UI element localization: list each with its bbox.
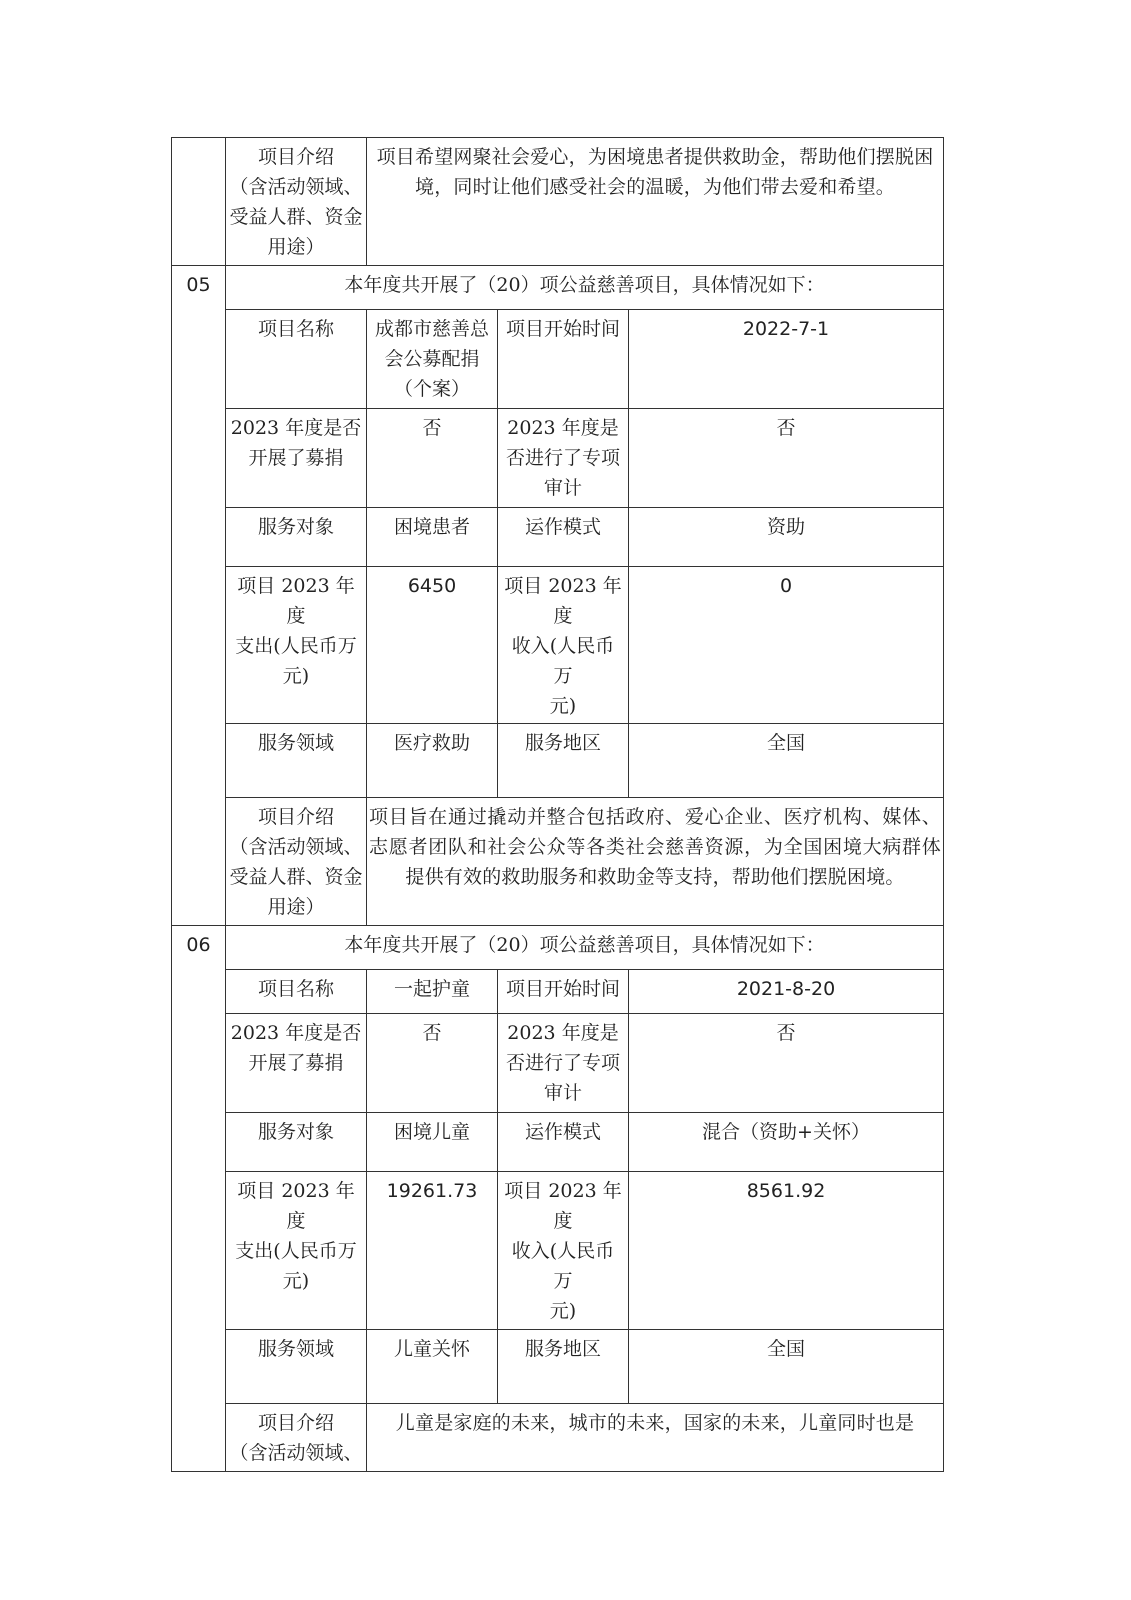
start-value: 2021-8-20 xyxy=(629,970,944,1014)
summary-text: 本年度共开展了（20）项公益慈善项目，具体情况如下： xyxy=(226,926,944,970)
raised-label: 2023 年度是否开展了募捐 xyxy=(226,1014,367,1113)
intro-text: 项目希望网聚社会爱心，为困境患者提供救助金，帮助他们摆脱困境，同时让他们感受社会的温暖，为他们带去爱和希望。 xyxy=(367,138,944,266)
field-value: 医疗救助 xyxy=(367,724,498,798)
start-value: 2022-7-1 xyxy=(629,310,944,409)
table-row xyxy=(172,310,944,409)
table-row xyxy=(172,1113,944,1172)
table-row xyxy=(172,970,944,1014)
income-label: 项目 2023 年度 收入(人民币 万 元) xyxy=(498,567,629,724)
summary-text: 本年度共开展了（20）项公益慈善项目，具体情况如下： xyxy=(226,266,944,310)
intro-label: 项目介绍 （含活动领域、 受益人群、资金 用途） xyxy=(226,798,367,926)
field-label: 服务领域 xyxy=(226,724,367,798)
area-value: 全国 xyxy=(629,724,944,798)
expense-label: 项目 2023 年度 支出(人民币万 元) xyxy=(226,1172,367,1330)
area-label: 服务地区 xyxy=(498,724,629,798)
table-row xyxy=(172,926,944,970)
block-number-empty xyxy=(172,138,226,266)
name-value: 成都市慈善总会公募配捐（个案） xyxy=(367,310,498,409)
name-label: 项目名称 xyxy=(226,310,367,409)
table-row xyxy=(172,1014,944,1113)
start-label: 项目开始时间 xyxy=(498,310,629,409)
table-row xyxy=(172,508,944,567)
mode-label: 运作模式 xyxy=(498,508,629,567)
table-row xyxy=(172,567,944,724)
mode-value: 混合（资助+关怀） xyxy=(629,1113,944,1172)
raised-value: 否 xyxy=(367,1014,498,1113)
audit-label: 2023 年度是否进行了专项审计 xyxy=(498,1014,629,1113)
table-row xyxy=(172,266,944,310)
intro-label: 项目介绍 （含活动领域、 受益人群、资金 用途） xyxy=(226,138,367,266)
intro-text: 项目旨在通过撬动并整合包括政府、爱心企业、医疗机构、媒体、志愿者团队和社会公众等各类社会慈善资源，为全国困境大病群体提供有效的救助服务和救助金等支持，帮助他们摆脱困境。 xyxy=(367,798,944,926)
start-label: 项目开始时间 xyxy=(498,970,629,1014)
intro-text: 儿童是家庭的未来，城市的未来，国家的未来，儿童同时也是 xyxy=(367,1404,944,1472)
target-label: 服务对象 xyxy=(226,508,367,567)
area-label: 服务地区 xyxy=(498,1330,629,1404)
income-value: 0 xyxy=(629,567,944,724)
table-row xyxy=(172,724,944,798)
audit-value: 否 xyxy=(629,409,944,508)
name-label: 项目名称 xyxy=(226,970,367,1014)
audit-value: 否 xyxy=(629,1014,944,1113)
income-label: 项目 2023 年 度 收入(人民币 万 元) xyxy=(498,1172,629,1330)
target-label: 服务对象 xyxy=(226,1113,367,1172)
table-row xyxy=(172,1404,944,1472)
table-row xyxy=(172,798,944,926)
raised-label: 2023 年度是否开展了募捐 xyxy=(226,409,367,508)
audit-label: 2023 年度是否进行了专项审计 xyxy=(498,409,629,508)
expense-value: 6450 xyxy=(367,567,498,724)
income-value: 8561.92 xyxy=(629,1172,944,1330)
expense-label: 项目 2023 年度 支出(人民币万 元) xyxy=(226,567,367,724)
name-value: 一起护童 xyxy=(367,970,498,1014)
block-number: 05 xyxy=(172,266,226,926)
target-value: 困境患者 xyxy=(367,508,498,567)
expense-value: 19261.73 xyxy=(367,1172,498,1330)
target-value: 困境儿童 xyxy=(367,1113,498,1172)
mode-label: 运作模式 xyxy=(498,1113,629,1172)
table-row xyxy=(172,1172,944,1330)
intro-label: 项目介绍 （含活动领域、 xyxy=(226,1404,367,1472)
block-number: 06 xyxy=(172,926,226,1472)
raised-value: 否 xyxy=(367,409,498,508)
table-row xyxy=(172,1330,944,1404)
area-value: 全国 xyxy=(629,1330,944,1404)
table-row xyxy=(172,409,944,508)
field-value: 儿童关怀 xyxy=(367,1330,498,1404)
project-table xyxy=(171,137,944,1472)
field-label: 服务领域 xyxy=(226,1330,367,1404)
table-row xyxy=(172,138,944,266)
mode-value: 资助 xyxy=(629,508,944,567)
